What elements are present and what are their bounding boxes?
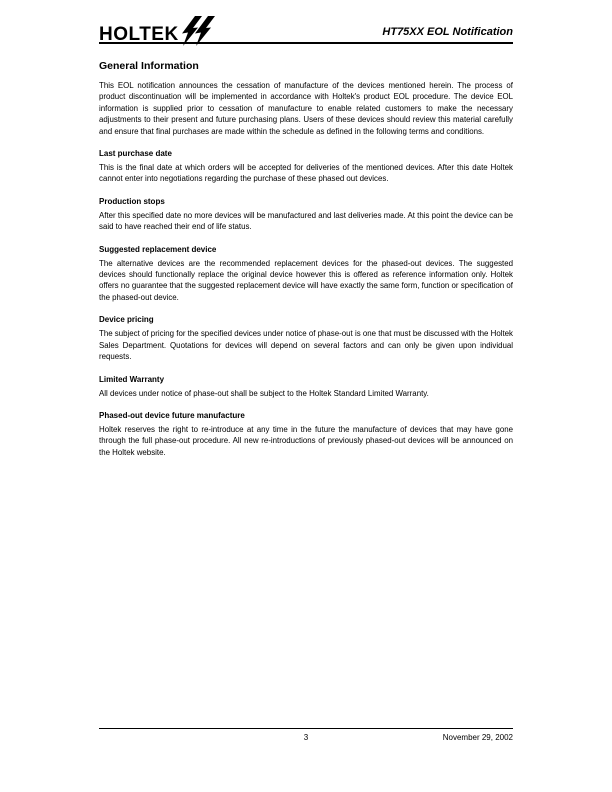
section-body: The subject of pricing for the specified devices under notice of phase-out is one that must be discussed with the Holtek Sales Department. Quotations for devices will depend on several factors and can only be given upon individual requests.: [99, 329, 513, 362]
section-body: Holtek reserves the right to re-introduce at any time in the future the manufacture of devices that may have gone through the full phase-out procedure. All new re-introductions of previously phased-out devices will be announced on the Holtek website.: [99, 424, 513, 457]
document-header: [99, 0, 513, 44]
section-limited-warranty: [99, 375, 513, 399]
section-heading: Last purchase date: [99, 149, 172, 159]
footer-row: [99, 733, 513, 745]
section-body: The alternative devices are the recommended replacement devices for the phased-out devices. The suggested devices should functionally replace the original device however this is offered as reference information only. Holtek offers no guarantee that the suggested replacement device will have exactly the same form, function or specification of the phased-out device.: [99, 258, 513, 302]
document-title: HT75XX EOL Notification: [382, 26, 513, 38]
section-production-stops: [99, 197, 513, 233]
section-phased-out-future-manufacture: [99, 411, 513, 458]
lightning-bolt-icon: [181, 16, 215, 46]
holtek-logo-text: HOLTEK: [99, 24, 179, 45]
document-footer: [99, 728, 513, 745]
page-title: General Information: [99, 60, 199, 72]
section-heading: Suggested replacement device: [99, 244, 217, 254]
section-device-pricing: [99, 315, 513, 362]
section-heading: Limited Warranty: [99, 374, 165, 384]
page-body: [99, 0, 513, 792]
section-heading: Production stops: [99, 196, 165, 206]
main-content: [99, 44, 513, 458]
intro-paragraph: This EOL notification announces the cessation of manufacture of the devices mentioned herein. The process of product discontinuation will be implemented in accordance with Holtek's product EOL procedure. The device EOL information is supplied prior to cessation of manufacture to enable related customers to make the necessary adjustments to their present and future purchasing plans. Users of these devices should review this material carefully and ensure that final purchases are made within the schedule as defined in the following terms and conditions.: [99, 81, 513, 136]
section-body: This is the final date at which orders will be accepted for deliveries of the mentioned devices. After this date Holtek cannot enter into negotiations regarding the purchase of these phased out devices.: [99, 163, 513, 184]
section-last-purchase-date: [99, 149, 513, 185]
section-body: After this specified date no more devices will be manufactured and last deliveries made. At this point the device can be said to have reached their end of life status.: [99, 210, 513, 232]
section-body: All devices under notice of phase-out shall be subject to the Holtek Standard Limited Warranty.: [99, 388, 429, 398]
section-suggested-replacement-device: [99, 245, 513, 304]
footer-date: November 29, 2002: [442, 733, 513, 742]
section-heading: Device pricing: [99, 315, 154, 325]
page-number: 3: [303, 733, 309, 742]
holtek-logo: [99, 16, 215, 44]
section-heading: Phased-out device future manufacture: [99, 410, 245, 420]
footer-rule: [99, 728, 513, 729]
